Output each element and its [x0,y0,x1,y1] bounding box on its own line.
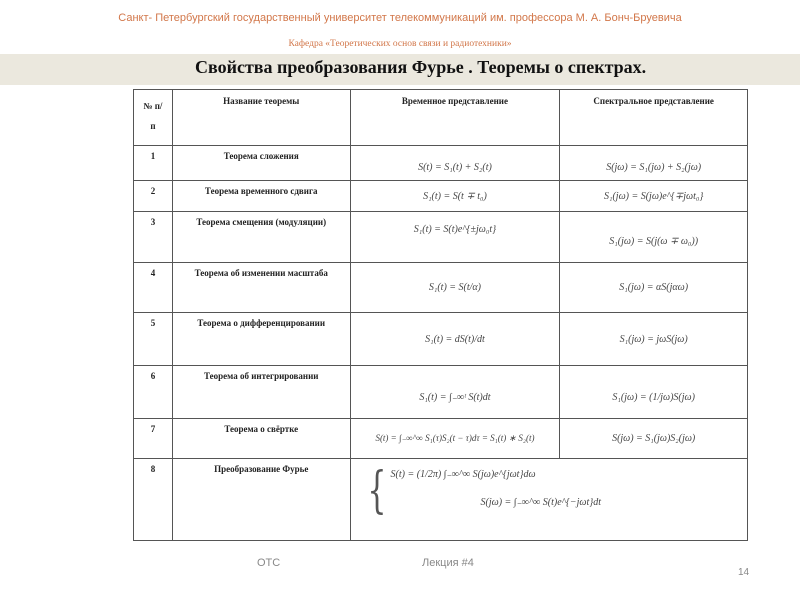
time-formula: S₁(t) = S(t/α) [350,263,560,313]
spectral-formula: S₁(jω) = jωS(jω) [560,313,748,366]
table-row [134,212,748,263]
time-formula: S(t) = S₁(t) + S₂(t) [350,146,560,181]
table-row [134,181,748,212]
header-time: Временное представление [350,90,560,146]
row-number: 3 [134,212,173,263]
university-header: Санкт- Петербургский государственный университет телекоммуникаций им. профессора М. А. Бонч-Бруевича [118,12,682,24]
header-name: Название теоремы [172,90,350,146]
table-row [134,263,748,313]
row-number: 4 [134,263,173,313]
row-number: 7 [134,419,173,459]
table-row [134,313,748,366]
spectral-formula: S₁(jω) = S(j(ω ∓ ω₀)) [560,212,748,263]
time-formula: S₁(t) = ∫₋∞ᵗ S(t)dt [350,366,560,419]
header-num: № п/п [134,90,173,146]
footer-course: ОТС [257,557,281,569]
inverse-fourier-formula: S(t) = (1/2π) ∫₋∞^∞ S(jω)e^{jωt}dω [390,469,536,480]
header-spectral: Спектральное представление [560,90,748,146]
row-number: 8 [134,459,173,541]
theorem-name: Теорема об интегрировании [172,366,350,419]
footer-lecture: Лекция #4 [422,557,474,569]
spectral-formula: S₁(jω) = αS(jαω) [560,263,748,313]
theorem-name: Теорема смещения (модуляции) [172,212,350,263]
theorem-name: Преобразование Фурье [172,459,350,541]
forward-fourier-formula: S(jω) = ∫₋∞^∞ S(t)e^{−jωt}dt [480,497,602,508]
row-number: 6 [134,366,173,419]
theorem-name: Теорема о дифференцировании [172,313,350,366]
spectral-formula: S₁(jω) = S(jω)e^{∓jωt₀} [560,181,748,212]
theorem-name: Теорема сложения [172,146,350,181]
table-row [134,459,748,541]
theorem-name: Теорема временного сдвига [172,181,350,212]
department-header: Кафедра «Теоретических основ связи и радиотехники» [288,39,512,49]
time-formula: S₁(t) = S(t ∓ t₀) [350,181,560,212]
table-row [134,146,748,181]
theorem-name: Теорема о свёртке [172,419,350,459]
spectral-formula: S(jω) = S₁(jω)S₂(jω) [560,419,748,459]
row-number: 1 [134,146,173,181]
fourier-formulas [350,459,747,541]
table-header-row [134,90,748,146]
time-formula: S(t) = ∫₋∞^∞ S₁(τ)S₂(t − τ)dτ = S₁(t) ∗ S₂(t) [350,419,560,459]
row-number: 5 [134,313,173,366]
table-row [134,366,748,419]
spectral-formula: S(jω) = S₁(jω) + S₂(jω) [560,146,748,181]
theorems-table [133,89,748,541]
time-formula: S₁(t) = S(t)e^{±jω₀t} [350,212,560,263]
spectral-formula: S₁(jω) = (1/jω)S(jω) [560,366,748,419]
theorem-name: Теорема об изменении масштаба [172,263,350,313]
row-number: 2 [134,181,173,212]
time-formula: S₁(t) = dS(t)/dt [350,313,560,366]
slide-title: Свойства преобразования Фурье . Теоремы о спектрах. [195,57,647,77]
page-number: 14 [738,567,750,578]
table-row [134,419,748,459]
brace-icon: { [366,461,386,519]
